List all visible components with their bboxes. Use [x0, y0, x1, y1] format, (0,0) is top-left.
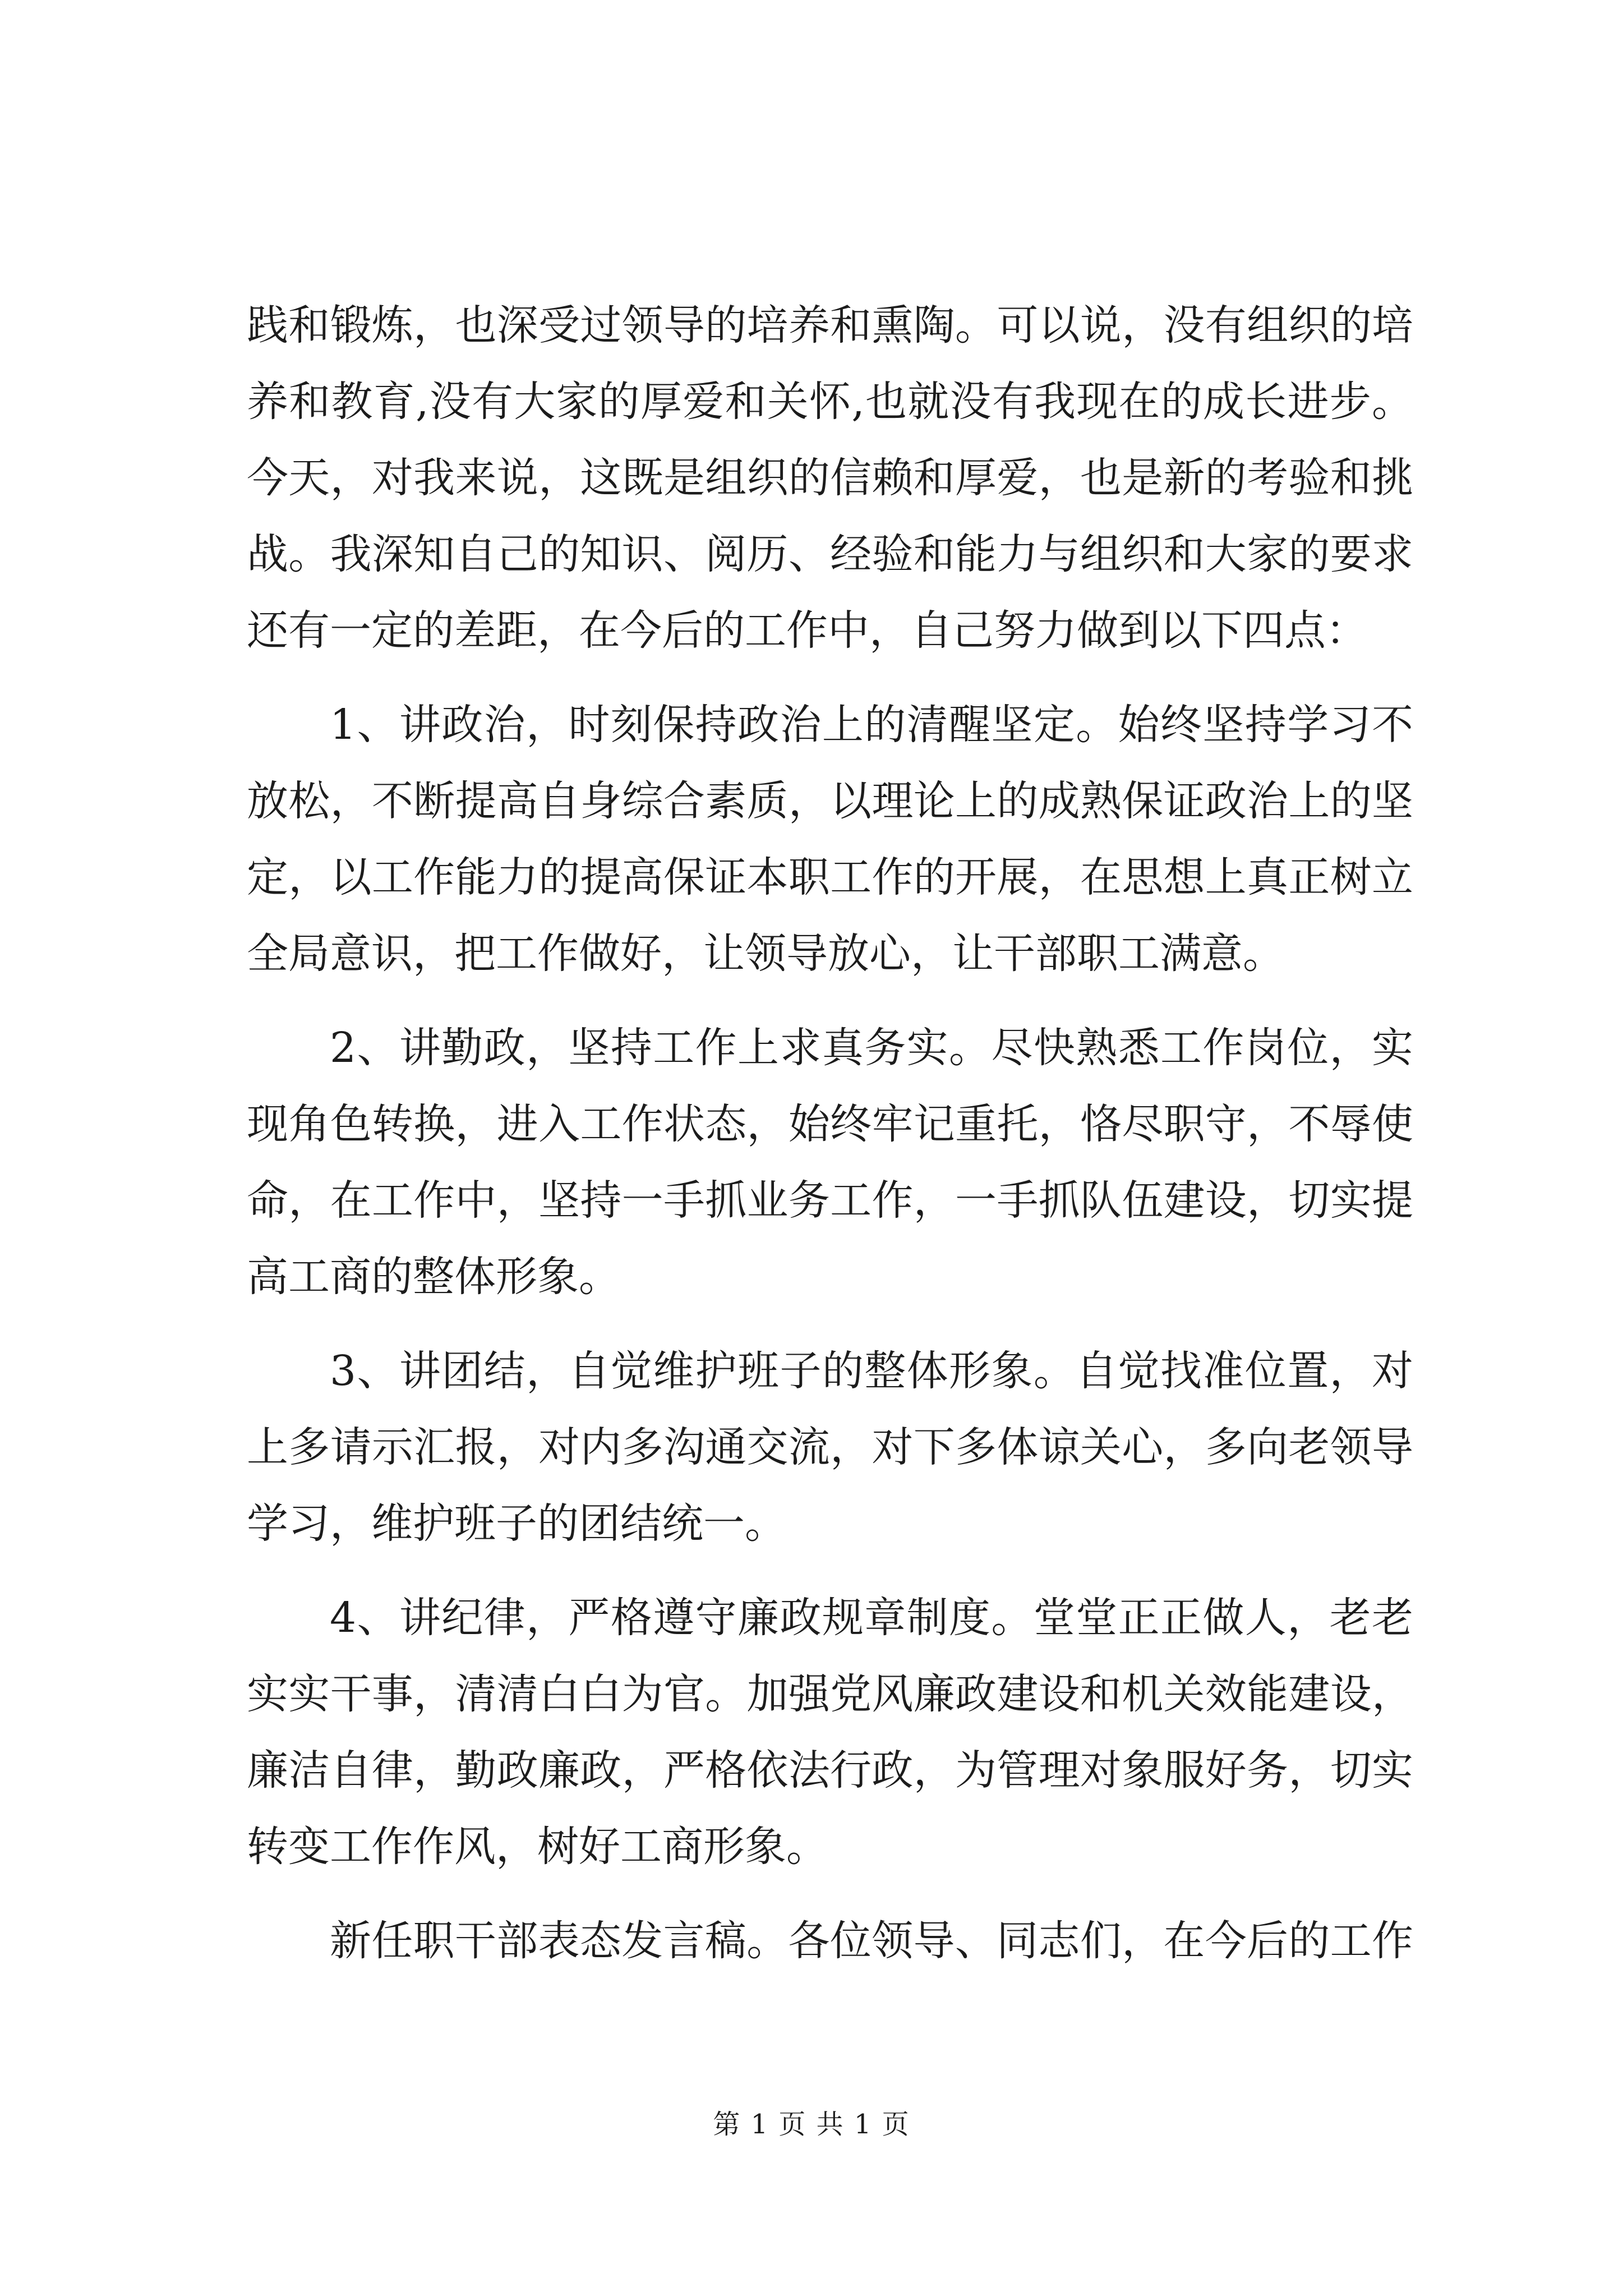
- text-line: 全局意识，把工作做好，让领导放心，让干部职工满意。: [247, 930, 1284, 978]
- document-body: [247, 287, 1413, 1979]
- text-line: 新任职干部表态发言稿。各位领导、同志们，在今后的工作: [330, 1917, 1413, 1965]
- paragraph-spacer: [247, 1315, 1413, 1333]
- paragraph-closing: [247, 1903, 1413, 1979]
- paragraph-intro: [247, 287, 1413, 669]
- text-line: 2、讲勤政，坚持工作上求真务实。尽快熟悉工作岗位，实: [330, 1024, 1413, 1072]
- text-line: 现角色转换，进入工作状态，始终牢记重托，恪尽职守，不辱使: [247, 1100, 1413, 1148]
- text-line: 4、讲纪律，严格遵守廉政规章制度。堂堂正正做人，老老: [330, 1594, 1413, 1642]
- text-line: 1、讲政治，时刻保持政治上的清醒坚定。始终坚持学习不: [330, 701, 1413, 749]
- text-line: 还有一定的差距，在今后的工作中，自己努力做到以下四点：: [247, 606, 1367, 655]
- page-footer: [0, 2102, 1623, 2141]
- text-line: 转变工作作风，树好工商形象。: [247, 1823, 828, 1871]
- text-line: 3、讲团结，自觉维护班子的整体形象。自觉找准位置，对: [330, 1347, 1413, 1395]
- text-line: 实实干事，清清白白为官。加强党风廉政建设和机关效能建设，: [247, 1670, 1413, 1718]
- paragraph-point-4: [247, 1580, 1413, 1885]
- text-line: 践和锻炼，也深受过领导的培养和熏陶。可以说，没有组织的培: [247, 301, 1413, 349]
- paragraph-spacer: [247, 1562, 1413, 1580]
- paragraph-point-3: [247, 1333, 1413, 1562]
- paragraph-spacer: [247, 992, 1413, 1010]
- text-line: 战。我深知自己的知识、阅历、经验和能力与组织和大家的要求: [247, 530, 1413, 578]
- text-line: 定，以工作能力的提高保证本职工作的开展，在思想上真正树立: [247, 853, 1413, 901]
- text-line: 养和教育,没有大家的厚爱和关怀,也就没有我现在的成长进步。: [247, 378, 1413, 426]
- paragraph-spacer: [247, 1885, 1413, 1903]
- text-line: 上多请示汇报，对内多沟通交流，对下多体谅关心，多向老领导: [247, 1423, 1413, 1471]
- text-line: 廉洁自律，勤政廉政，严格依法行政，为管理对象服好务，切实: [247, 1746, 1413, 1795]
- paragraph-spacer: [247, 669, 1413, 687]
- text-line: 学习，维护班子的团结统一。: [247, 1499, 786, 1548]
- paragraph-point-1: [247, 687, 1413, 992]
- paragraph-point-2: [247, 1010, 1413, 1315]
- text-line: 放松，不断提高自身综合素质，以理论上的成熟保证政治上的坚: [247, 777, 1413, 825]
- text-line: 今天，对我来说，这既是组织的信赖和厚爱，也是新的考验和挑: [247, 454, 1413, 502]
- text-line: 高工商的整体形象。: [247, 1253, 620, 1301]
- text-line: 命，在工作中，坚持一手抓业务工作，一手抓队伍建设，切实提: [247, 1176, 1413, 1225]
- page-number-label: 第 1 页 共 1 页: [713, 2109, 910, 2140]
